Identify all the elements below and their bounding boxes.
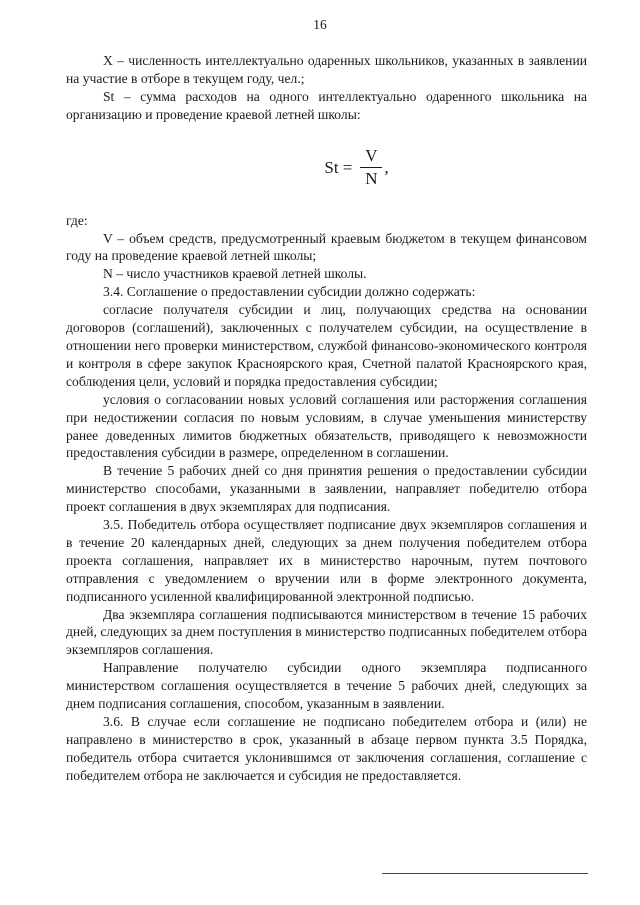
paragraph-3-5: 3.5. Победитель отбора осуществляет подписание двух экземпляров соглашения и в течение 20 календарных дней, следующих за днем получения победителем отбора проекта соглашения, направляет их в министерство нарочным, путем почтового отправления с уведомлением о вручении или в форме электронного документа, подписанного усиленной квалифицированной электронной подписью.	[66, 517, 587, 604]
paragraph-n-definition: N – число участников краевой летней школы.	[103, 266, 367, 282]
paragraph-two-copies: Два экземпляра соглашения подписываются министерством в течение 15 рабочих дней, следующих за днем поступления в министерство подписанных победителем отбора экземпляров соглашения.	[66, 606, 587, 658]
paragraph-5-days: В течение 5 рабочих дней со дня принятия решения о предоставлении субсидии министерство способами, указанными в заявлении, направляет победителю отбора проект соглашения в двух экземплярах для подписания.	[66, 463, 587, 515]
footer-rule	[382, 873, 588, 874]
paragraph-3-6: 3.6. В случае если соглашение не подписано победителем отбора и (или) не направлено в министерство в срок, указанный в абзаце первом пункта 3.5 Порядка, победитель отбора считается уклонившимся от заключения соглашения, соглашение с победителем отбора не заключается и субсидия не предоставляется.	[66, 714, 587, 783]
paragraph-conditions: условия о согласовании новых условий соглашения или расторжения соглашения при недостижении согласия по новым условиям, в случае уменьшения министерству ранее доведенных лимитов бюджетных обязательств, приводящего к невозможности предоставления субсидии в размере, определенном в соглашении.	[66, 391, 587, 461]
paragraph-st-definition: St – сумма расходов на одного интеллектуально одаренного школьника на организацию и проведение краевой летней школы:	[66, 88, 587, 122]
document-body	[66, 52, 587, 785]
formula-lhs: St =	[324, 157, 353, 177]
paragraph-x-definition: X – численность интеллектуально одаренных школьников, указанных в заявлении на участие в отборе в текущем году, чел.;	[66, 53, 587, 86]
paragraph-v-definition: V – объем средств, предусмотренный краевым бюджетом в текущем финансовом году на проведение краевой летней школы;	[66, 230, 587, 264]
paragraph-sending: Направление получателю субсидии одного экземпляра подписанного министерством соглашения осуществляется в течение 5 рабочих дней, следующих за днем подписания соглашения, способом, указанным в заявлении.	[66, 660, 587, 712]
formula-fraction	[360, 147, 382, 188]
formula-numerator: V	[365, 146, 378, 166]
formula-tail: ,	[384, 157, 389, 177]
formula-denominator: N	[365, 169, 378, 189]
page-number: 16	[313, 17, 327, 32]
paragraph-3-4-heading: 3.4. Соглашение о предоставлении субсидии должно содержать:	[103, 284, 476, 300]
paragraph-where: где:	[66, 212, 88, 228]
paragraph-consent: согласие получателя субсидии и лиц, получающих средства на основании договоров (соглашений), заключенных с получателем субсидии, на осуществление в отношении него проверки министерством, службой финансово-экономического контроля и контроля в сфере закупок Красноярского края, Счетной палатой Красноярского края, соблюдения цели, условий и порядка предоставления субсидии;	[66, 302, 587, 389]
formula-st	[66, 138, 587, 198]
